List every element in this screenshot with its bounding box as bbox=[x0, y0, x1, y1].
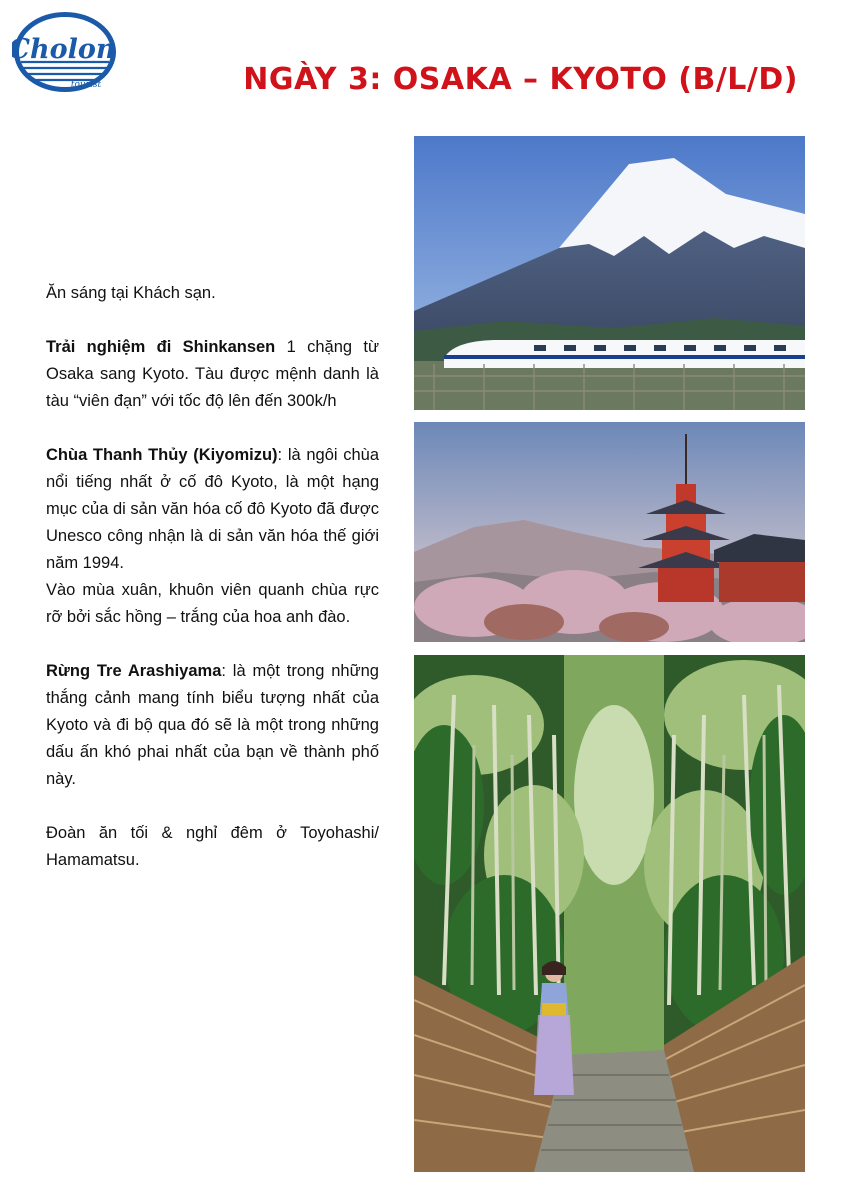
breakfast-paragraph: Ăn sáng tại Khách sạn. bbox=[46, 284, 216, 302]
kiyomizu-pagoda-photo bbox=[414, 422, 805, 642]
kiyomizu-paragraph: Chùa Thanh Thủy (Kiyomizu): là ngôi chùa nổi tiếng nhất ở cố đô Kyoto, là một hạng mục của di sản văn hóa cố đô Kyoto đã được Unesco công nhận là di sản văn hóa thế giới năm 1994. bbox=[46, 446, 379, 572]
mount-fuji-shinkansen-photo bbox=[414, 136, 805, 410]
cholon-tourist-logo bbox=[12, 10, 118, 94]
svg-text:Cholon: Cholon bbox=[12, 34, 116, 65]
arashiyama-paragraph: Rừng Tre Arashiyama: là một trong những thắng cảnh mang tính biểu tượng nhất của Kyoto và đi bộ qua đó sẽ là một trong những dấu ấn khó phai nhất của bạn về thành phố này. bbox=[46, 662, 379, 788]
itinerary-text bbox=[46, 280, 379, 901]
arashiyama-bamboo-photo bbox=[414, 655, 805, 1172]
kiyomizu-heading: Chùa Thanh Thủy (Kiyomizu) bbox=[46, 446, 278, 464]
shinkansen-paragraph: Trải nghiệm đi Shinkansen 1 chặng từ Osaka sang Kyoto. Tàu được mệnh danh là tàu “viên đạn” với tốc độ lên đến 300k/h bbox=[46, 338, 379, 410]
shinkansen-heading: Trải nghiệm đi Shinkansen bbox=[46, 338, 276, 356]
arashiyama-heading: Rừng Tre Arashiyama bbox=[46, 662, 222, 680]
dinner-paragraph: Đoàn ăn tối & nghỉ đêm ở Toyohashi/ Hamamatsu. bbox=[46, 824, 379, 869]
page-title: NGÀY 3: OSAKA – KYOTO (B/L/D) bbox=[243, 62, 798, 97]
svg-text:tourist: tourist bbox=[70, 80, 102, 90]
spring-paragraph: Vào mùa xuân, khuôn viên quanh chùa rực rỡ bởi sắc hồng – trắng của hoa anh đào. bbox=[46, 581, 379, 626]
